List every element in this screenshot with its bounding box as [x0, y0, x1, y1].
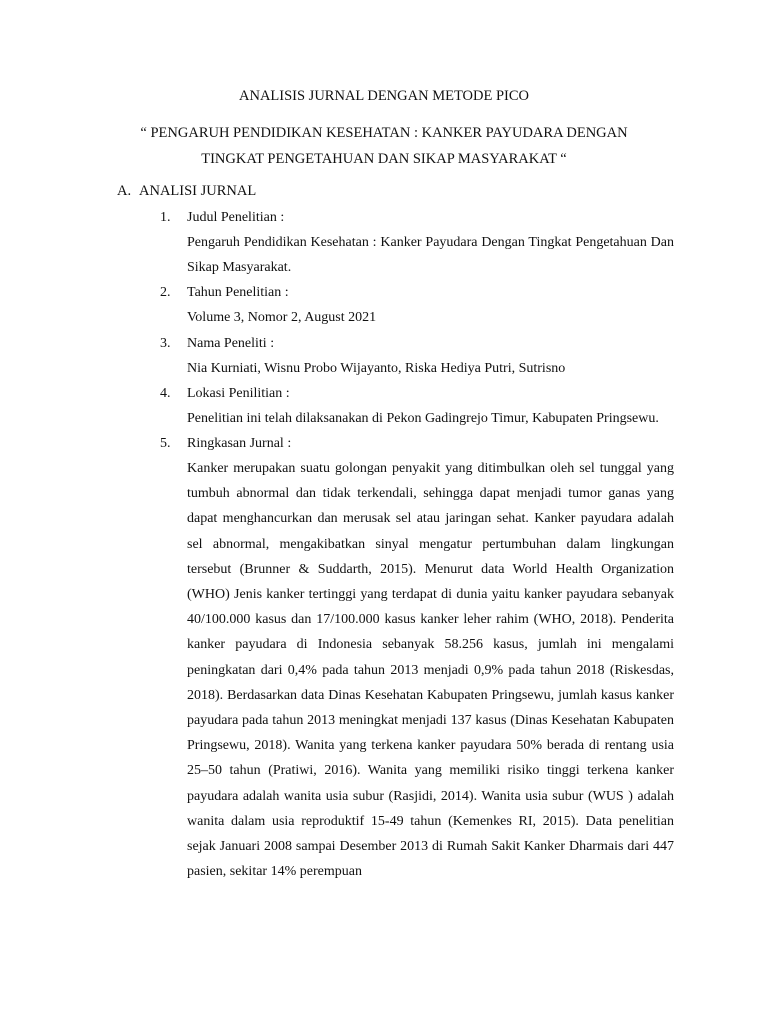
item-label: Lokasi Penilitian : — [187, 385, 290, 401]
item-label: Ringkasan Jurnal : — [187, 436, 292, 452]
list-item — [160, 280, 674, 330]
subtitle-line-1: “ PENGARUH PENDIDIKAN KESEHATAN : KANKER PAYUDARA DENGAN — [140, 125, 628, 141]
journal-item-list — [160, 205, 674, 884]
item-label: Nama Peneliti : — [187, 335, 275, 351]
subtitle-line-2: TINGKAT PENGETAHUAN DAN SIKAP MASYARAKAT “ — [201, 151, 567, 167]
item-body: Kanker merupakan suatu golongan penyakit yang ditimbulkan oleh sel tunggal yang tumbuh abnormal dan tidak terkendali, sehingga dapat menjadi tumor ganas yang dapat menghancurkan dan merusak sel atau jaringan sehat. Kanker payudara adalah sel abnormal, mengakibatkan sinyal mengatur pertumbuhan dalam lingkungan tersebut (Brunner & Suddarth, 2015). Menurut data World Health Organization (WHO) Jenis kanker tertinggi yang terdapat di dunia yaitu kanker payudara sebanyak 40/100.000 kasus dan 17/100.000 kasus kanker leher rahim (WHO, 2018). Penderita kanker payudara di Indonesia sebanyak 58.256 kasus, jumlah ini mengalami peningkatan dari 0,4% pada tahun 2013 menjadi 0,9% pada tahun 2018 (Riskesdas, 2018). Berdasarkan data Dinas Kesehatan Kabupaten Pringsewu, jumlah kasus kanker payudara pada tahun 2013 meningkat menjadi 137 kasus (Dinas Kesehatan Kabupaten Pringsewu, 2018). Wanita yang terkena kanker payudara 50% berada di rentang usia 25–50 tahun (Pratiwi, 2016). Wanita yang memiliki risiko tinggi terkena kanker payudara adalah wanita usia subur (Rasjidi, 2014). Wanita usia subur (WUS ) adalah wanita dalam usia reproduktif 15-49 tahun (Kemenkes RI, 2015). Data penelitian sejak Januari 2008 sampai Desember 2013 di Rumah Sakit Kanker Dharmais dari 447 pasien, sekitar 14% perempuan — [187, 461, 674, 880]
list-item — [160, 205, 674, 280]
item-body: Volume 3, Nomor 2, August 2021 — [187, 310, 377, 326]
list-item — [160, 431, 674, 884]
item-number: 2. — [160, 285, 171, 301]
section-heading — [117, 181, 256, 201]
item-body: Penelitian ini telah dilaksanakan di Pekon Gadingrejo Timur, Kabupaten Pringsewu. — [187, 410, 659, 426]
list-item — [160, 381, 674, 431]
item-label: Judul Penelitian : — [187, 210, 285, 225]
item-number: 3. — [160, 335, 171, 351]
item-number: 1. — [160, 210, 171, 225]
document-title: ANALISIS JURNAL DENGAN METODE PICO — [239, 88, 529, 104]
section-marker: A. — [117, 183, 132, 199]
item-number: 4. — [160, 385, 171, 401]
item-body: Pengaruh Pendidikan Kesehatan : Kanker Payudara Dengan Tingkat Pengetahuan Dan Sikap Masyarakat. — [187, 235, 674, 276]
item-number: 5. — [160, 436, 171, 452]
item-label: Tahun Penelitian : — [187, 285, 289, 301]
item-body: Nia Kurniati, Wisnu Probo Wijayanto, Riska Hediya Putri, Sutrisno — [187, 360, 566, 376]
list-item — [160, 331, 674, 381]
section-heading-text: ANALISI JURNAL — [139, 183, 257, 199]
document-subtitle — [100, 120, 668, 172]
